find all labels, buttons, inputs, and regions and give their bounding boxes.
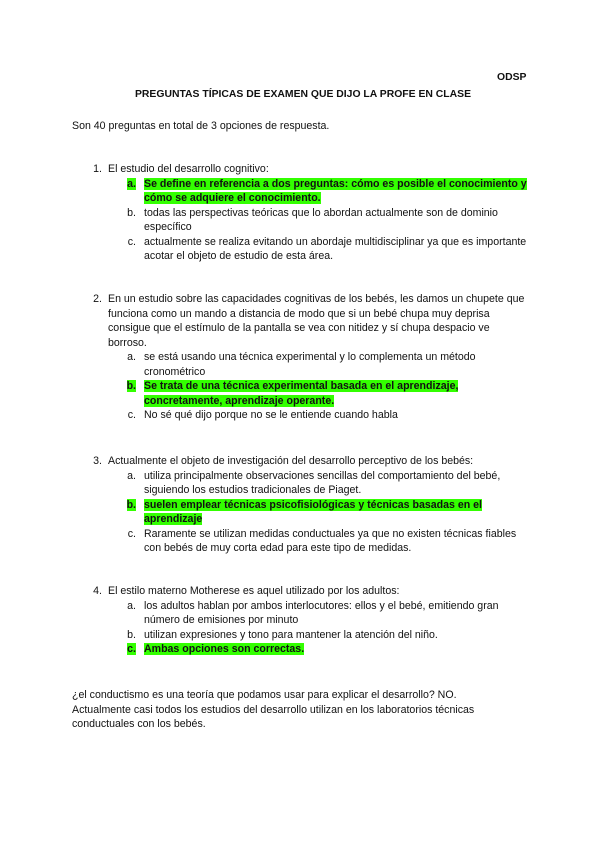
option-letter [72, 379, 144, 408]
option-letter: b. [127, 206, 136, 219]
question-number: 2. [93, 293, 102, 305]
question-stem [72, 292, 530, 350]
option [72, 599, 530, 628]
highlight: c. [127, 643, 136, 655]
option-letter: a. [127, 469, 136, 482]
option-correct [72, 498, 530, 527]
document-title: PREGUNTAS TÍPICAS DE EXAMEN QUE DIJO LA PROFE EN CLASE [135, 89, 471, 100]
option-letter: a. [127, 351, 136, 363]
option-text [144, 379, 530, 408]
option [72, 350, 530, 379]
closing-note: ¿el conductismo es una teoría que podamos usar para explicar el desarrollo? NO. Actualmente casi todos los estudios del desarrollo utilizan en los laboratorios técnicas conductuales con los bebés. [72, 689, 475, 730]
question-text: El estilo materno Motherese es aquel utilizado por los adultos: [108, 585, 400, 597]
question-2 [72, 292, 530, 423]
question-1 [72, 162, 530, 264]
option [72, 235, 530, 264]
question-stem [72, 454, 530, 469]
option-correct [72, 642, 530, 657]
option [72, 408, 530, 423]
highlight: b. [126, 498, 136, 511]
option [72, 527, 530, 556]
option-text: utiliza principalmente observaciones sencillas del comportamiento del bebé, siguiendo los estudios tradicionales de Piaget. [144, 469, 501, 496]
option-letter [72, 498, 144, 527]
highlight: b. [126, 380, 136, 392]
question-text: El estudio del desarrollo cognitivo: [108, 163, 269, 175]
options-list [72, 599, 530, 657]
option [72, 469, 530, 498]
option-letter: c. [127, 527, 136, 540]
option-letter: b. [127, 628, 136, 641]
option-text: Raramente se utilizan medidas conductuales ya que no existen técnicas fiables con bebés de muy corta edad para este tipo de medidas. [144, 527, 517, 554]
option-text: se está usando una técnica experimental y lo complementa un método cronométrico [144, 351, 476, 378]
question-stem [72, 584, 530, 599]
option-text [144, 177, 530, 206]
option-text: actualmente se realiza evitando un abordaje multidisciplinar ya que es importante acotar el objeto de estudio de esta área. [144, 235, 527, 262]
highlight: a. [127, 177, 136, 190]
highlight: Ambas opciones son correctas. [144, 643, 305, 655]
option-letter [72, 177, 144, 206]
option-text: No sé qué dijo porque no se le entiende cuando habla [144, 409, 398, 421]
option-text [144, 498, 530, 527]
option-letter [72, 642, 144, 657]
question-number: 1. [93, 163, 102, 175]
options-list [72, 177, 530, 264]
option-text: todas las perspectivas teóricas que lo abordan actualmente son de dominio específico [144, 206, 498, 233]
question-text: En un estudio sobre las capacidades cognitivas de los bebés, les damos un chupete que funciona como un mando a distancia de modo que si un bebé chupa muy deprisa consigue que el estímulo de la pantalla se vea con nitidez y sí chupa despacio ve borroso. [108, 293, 525, 349]
highlight: Se define en referencia a dos preguntas: cómo es posible el conocimiento y cómo se adquiere el conocimiento. [144, 177, 527, 204]
option-text: utilizan expresiones y tono para mantener la atención del niño. [144, 628, 438, 641]
highlight: Se trata de una técnica experimental basada en el aprendizaje, concretamente, aprendizaje operante. [144, 380, 459, 407]
document-tag: ODSP [497, 72, 527, 83]
option-correct [72, 379, 530, 408]
question-stem [72, 162, 530, 177]
option [72, 206, 530, 235]
options-list [72, 469, 530, 556]
option-letter: c. [127, 235, 136, 248]
question-text: Actualmente el objeto de investigación del desarrollo perceptivo de los bebés: [108, 455, 474, 467]
option-text: los adultos hablan por ambos interlocutores: ellos y el bebé, emitiendo gran número de emisiones por minuto [144, 599, 499, 626]
intro-text: Son 40 preguntas en total de 3 opciones de respuesta. [72, 120, 330, 132]
question-4 [72, 584, 530, 657]
option-correct [72, 177, 530, 206]
highlight: suelen emplear técnicas psicofisiológicas y técnicas basadas en el aprendizaje [144, 498, 482, 525]
question-number: 4. [93, 585, 102, 597]
options-list [72, 350, 530, 423]
option-letter: c. [127, 409, 136, 421]
option [72, 628, 530, 643]
question-3 [72, 454, 530, 556]
question-number: 3. [93, 455, 102, 467]
option-text [144, 642, 530, 657]
option-letter: a. [127, 599, 136, 612]
